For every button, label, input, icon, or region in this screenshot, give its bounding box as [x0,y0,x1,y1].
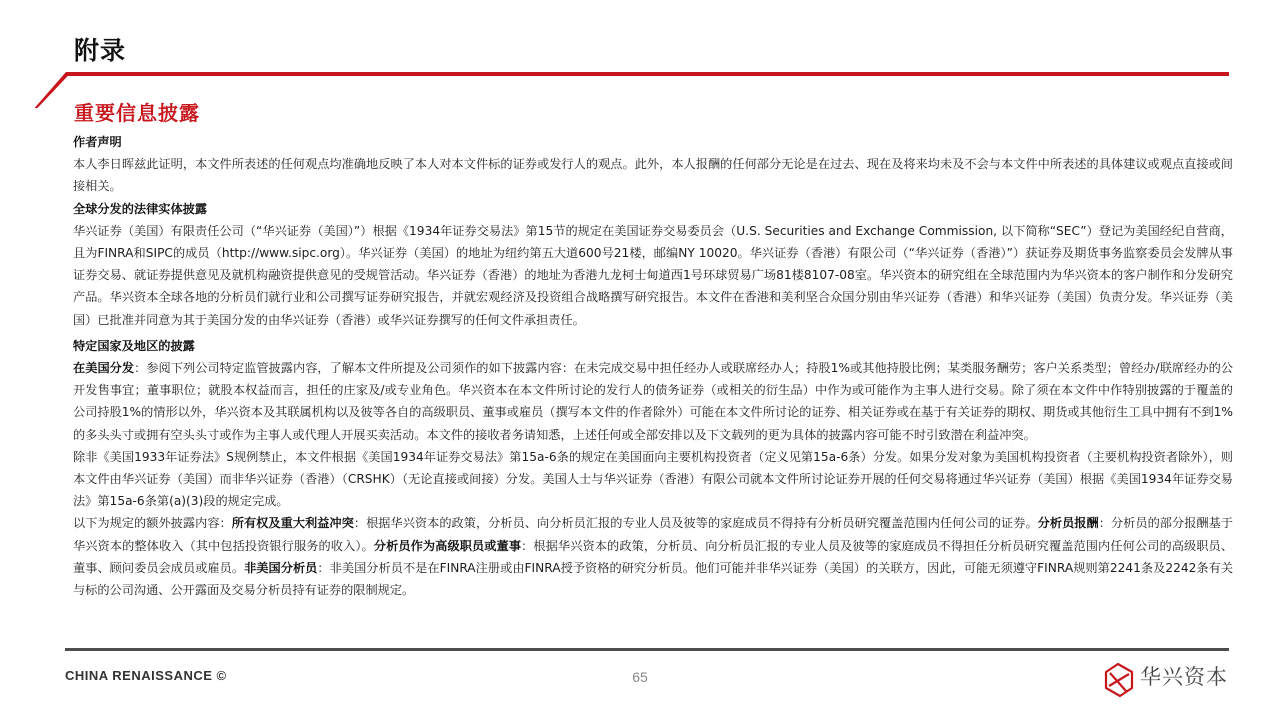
conflict-body: ：根据华兴资本的政策，分析员、向分析员汇报的专业人员及彼等的家庭成员不得持有分析员研究覆盖范围内任何公司的证券。 [353,516,1038,531]
page-number: 65 [632,669,648,685]
logo-text: 华兴资本 [1140,665,1228,689]
legal-entities-heading: 全球分发的法律实体披露 [73,201,208,216]
country-heading: 特定国家及地区的披露 [73,338,195,353]
additional-intro: 以下为规定的额外披露内容： [73,516,232,531]
compensation-label: 分析员报酬 [1037,516,1099,531]
non-us-analyst-body: ：非美国分析员不是在FINRA注册或由FINRA授予资格的研究分析员。他们可能并非华兴证券（美国）的关联方，因此，可能无须遵守FINRA规则第2241条及2242条有关与标的公司沟通、公开露面及交易分析员持有证券的限制规定。 [73,560,1234,598]
us-distribution-label: 在美国分发 [73,361,135,376]
disclosure-content [73,131,1233,601]
non-us-analyst-label: 非美国分析员 [244,560,318,575]
us-distribution-body: ：参阅下列公司特定监管披露内容，了解本文件所提及公司须作的如下披露内容：在未完成交易中担任经办人或联席经办人；持股1%或其他持股比例；某类服务酬劳；客户关系类型；曾经办/联席经办的公开发售事宜；董事职位；就股本权益而言，担任的庄家及/或专业角色。华兴资本在本文件所讨论的发行人的债务证券（或相关的衍生品）中作为或可能作为主事人进行交易。除了须在本文件中作特别披露的于覆盖的公司持股1%的情形以外，华兴资本及其联属机构以及彼等各自的高级职员、董事或雇员（撰写本文件的作者除外）可能在本文件所讨论的证券、相关证券或在基于有关证券的期权、期货或其他衍生工具中拥有不到1%的多头头寸或拥有空头头寸或作为主事人或代理人开展买卖活动。本文件的接收者务请知悉，上述任何或全部安排以及下文载列的更为具体的披露内容可能不时引致潜在利益冲突。 [73,361,1233,442]
officer-body: ：根据华兴资本的政策，分析员、向分析员汇报的专业人员及彼等的家庭成员不得担任分析员研究覆盖范围内任何公司的高级职员、董事、顾问委员会成员或雇员。 [73,538,1234,575]
conflict-label: 所有权及重大利益冲突 [231,516,354,531]
footer-brand: CHINA RENAISSANCE © [65,668,227,683]
author-heading: 作者声明 [73,135,122,149]
footer-rule [65,648,1229,651]
china-renaissance-logo-icon [1102,660,1136,698]
author-body: 本人李日晖兹此证明，本文件所表述的任何观点均准确地反映了本人对本文件标的证券或发行人的观点。此外，本人报酬的任何部分无论是在过去、现在及将来均未及不会与本文件中所表述的具体建议或观点直接或间接相关。 [73,157,1233,194]
page-title: 附录 [74,36,127,65]
us-distribution-paragraph [73,357,1233,446]
regulation-paragraph: 除非《美国1933年证券法》S规例禁止，本文件根据《美国1934年证券交易法》第15a-6条的规定在美国面向主要机构投资者（定义见第15a-6条）分发。如果分发对象为美国机构投资者（主要机构投资者除外），则本文件由华兴证券（美国）而非华兴证券（香港）（CRSHK）（无论直接或间接）分发。美国人士与华兴证券（香港）有限公司就本文件所讨论证券开展的任何交易将通过华兴证券（美国）根据《美国1934年证券交易法》第15a-6条第(a)(3)段的规定完成。 [73,449,1233,509]
officer-label: 分析员作为高级职员或董事 [373,538,522,553]
compensation-body: ：分析员的部分报酬基于华兴资本的整体收入（其中包括投资银行服务的收入）。 [73,516,1234,553]
section-title: 重要信息披露 [74,101,200,125]
legal-entities-body: 华兴证券（美国）有限责任公司（“华兴证券（美国）”）根据《1934年证券交易法》第15节的规定在美国证券交易委员会（U.S. Securities and Exchange Commission, 以下简称“SEC”）登记为美国经纪自营商，且为FINRA和SIPC的成员（http://www.sipc.org）。华兴证券（美国）的地址为纽约第五大道600号21楼，邮编NY 10020。华兴证券（香港）有限公司（“华兴证券（香港）”）获证券及期货事务监察委员会发牌从事证券交易、就证券提供意见及就机构融资提供意见的受规管活动。华兴证券（香港）的地址为香港九龙柯士甸道西1号环球贸易广场81楼8107-08室。华兴资本的研究组在全球范围内为华兴资本的客户制作和分发研究产品。华兴资本全球各地的分析员们就行业和公司撰写证券研究报告，并就宏观经济及投资组合战略撰写研究报告。本文件在香港和美利坚合众国分别由华兴证券（香港）和华兴证券（美国）负责分发。华兴证券（美国）已批准并同意为其于美国分发的由华兴证券（香港）或华兴证券撰写的任何文件承担责任。 [73,223,1233,327]
additional-disclosures-paragraph [73,512,1233,601]
